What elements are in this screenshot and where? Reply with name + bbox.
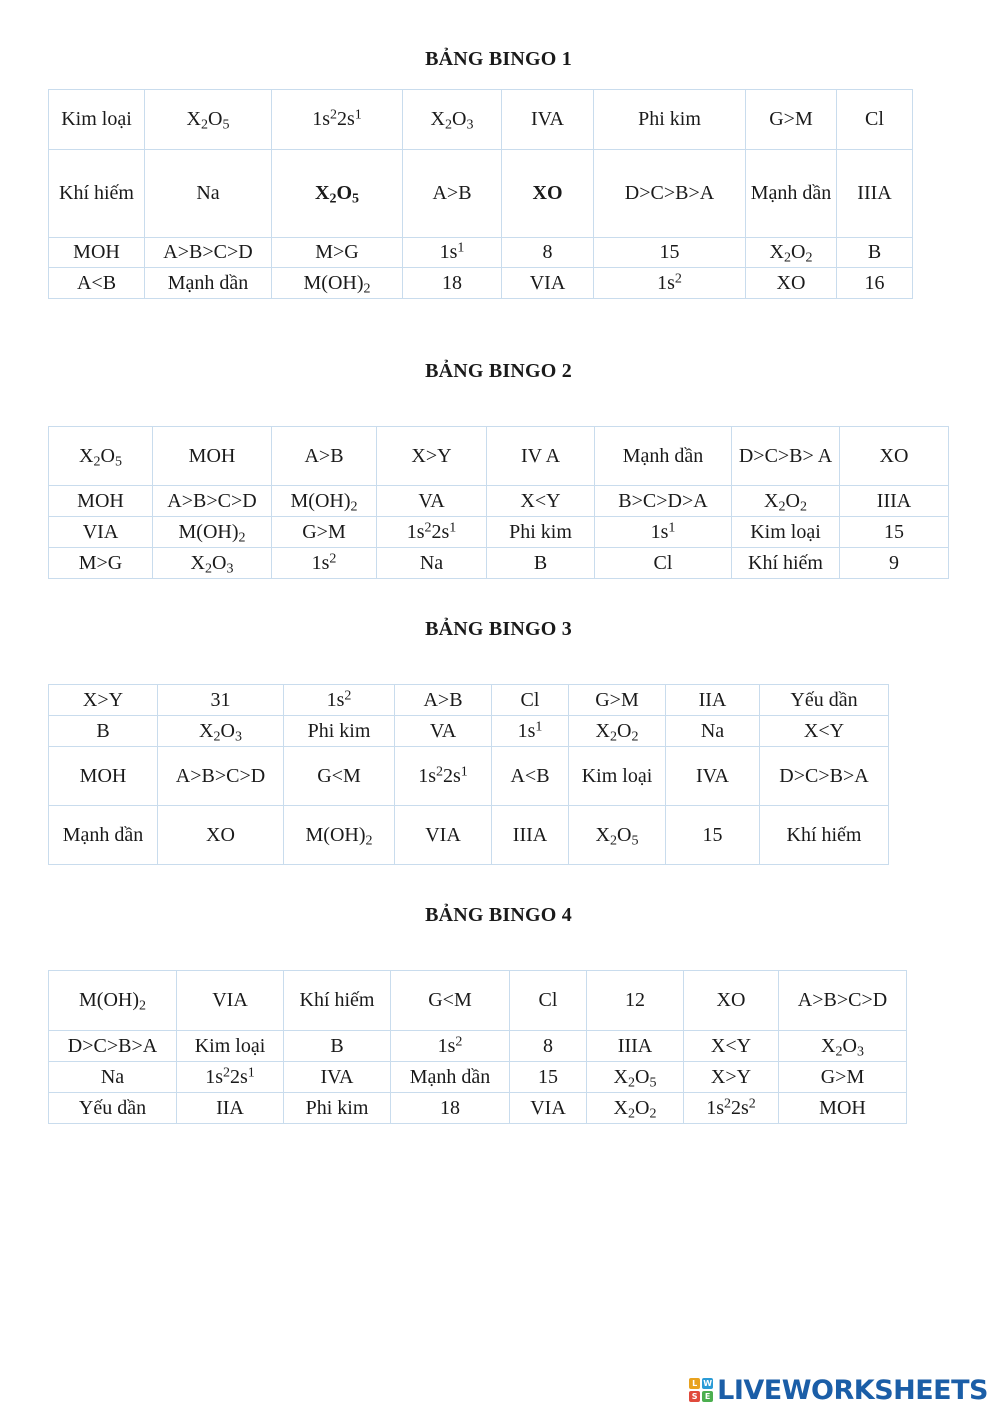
bingo-cell[interactable]: $1s^1$ bbox=[595, 517, 732, 548]
bingo-cell[interactable]: $1s^2$ bbox=[272, 548, 377, 579]
logo-tile: L bbox=[689, 1378, 700, 1389]
bingo-cell[interactable]: $X_2O_3$ bbox=[158, 716, 284, 747]
liveworksheets-brand[interactable] bbox=[689, 1374, 988, 1406]
bingo-cell[interactable]: Kim loại bbox=[732, 517, 840, 548]
table-row bbox=[49, 747, 889, 806]
bingo-cell[interactable]: $1s^2$ bbox=[391, 1031, 510, 1062]
bingo-cell[interactable]: VIA bbox=[502, 268, 594, 299]
bingo-cell[interactable]: $1s^22s^1$ bbox=[177, 1062, 284, 1093]
bingo-cell[interactable]: X>Y bbox=[377, 427, 487, 486]
bingo-cell[interactable]: A>B bbox=[272, 427, 377, 486]
bingo-cell[interactable]: Phi kim bbox=[487, 517, 595, 548]
bingo-cell[interactable]: D>C>B>A bbox=[49, 1031, 177, 1062]
table-row bbox=[49, 238, 913, 268]
bingo-cell[interactable]: MOH bbox=[779, 1093, 907, 1124]
bingo-cell[interactable]: 9 bbox=[840, 548, 949, 579]
bingo-table bbox=[48, 89, 913, 299]
bingo-cell[interactable]: IIIA bbox=[840, 486, 949, 517]
bingo-cell[interactable]: VIA bbox=[395, 806, 492, 865]
bingo-cell[interactable]: Phi kim bbox=[284, 716, 395, 747]
bingo-cell[interactable]: Cl bbox=[492, 685, 569, 716]
bingo-cell[interactable]: A<B bbox=[492, 747, 569, 806]
bingo-cell[interactable]: G>M bbox=[746, 90, 837, 150]
table-row bbox=[49, 1031, 907, 1062]
bingo-cell[interactable]: $X_2O_3$ bbox=[403, 90, 502, 150]
bingo-table bbox=[48, 426, 949, 579]
bingo-cell[interactable]: 15 bbox=[666, 806, 760, 865]
bingo-cell[interactable]: MOH bbox=[49, 238, 145, 268]
table-row bbox=[49, 90, 913, 150]
table-row bbox=[49, 427, 949, 486]
bingo-cell[interactable]: B>C>D>A bbox=[595, 486, 732, 517]
table-row bbox=[49, 268, 913, 299]
bingo-cell[interactable]: IIA bbox=[666, 685, 760, 716]
bingo-cell[interactable]: Kim loại bbox=[569, 747, 666, 806]
bingo-cell[interactable]: A>B>C>D bbox=[145, 238, 272, 268]
bingo-cell[interactable]: MOH bbox=[49, 747, 158, 806]
bingo-cell[interactable]: MOH bbox=[49, 486, 153, 517]
bingo-cell[interactable]: Kim loại bbox=[49, 90, 145, 150]
bingo-cell[interactable]: Kim loại bbox=[177, 1031, 284, 1062]
bingo-cell[interactable]: M>G bbox=[49, 548, 153, 579]
bingo-cell[interactable]: $X_2O_2$ bbox=[569, 716, 666, 747]
bingo-cell[interactable]: A<B bbox=[49, 268, 145, 299]
bingo-cell[interactable]: $1s^22s^1$ bbox=[395, 747, 492, 806]
bingo-cell[interactable]: Mạnh dần bbox=[595, 427, 732, 486]
bingo-cell[interactable]: 18 bbox=[391, 1093, 510, 1124]
bingo-cell[interactable]: $M(OH)_2$ bbox=[284, 806, 395, 865]
bingo-cell[interactable]: Cl bbox=[510, 971, 587, 1031]
bingo-cell[interactable]: $X_2O_2$ bbox=[746, 238, 837, 268]
bingo-cell[interactable]: IVA bbox=[666, 747, 760, 806]
bingo-cell[interactable]: Yếu dần bbox=[760, 685, 889, 716]
bingo-cell[interactable]: IV A bbox=[487, 427, 595, 486]
bingo-cell[interactable]: XO bbox=[746, 268, 837, 299]
table-title: BẢNG BINGO 2 bbox=[425, 360, 572, 382]
bingo-cell[interactable]: 15 bbox=[594, 238, 746, 268]
bingo-cell[interactable]: Mạnh dần bbox=[49, 806, 158, 865]
table-title: BẢNG BINGO 4 bbox=[425, 904, 572, 926]
bingo-cell[interactable]: $1s^22s^2$ bbox=[684, 1093, 779, 1124]
bingo-cell[interactable]: IIIA bbox=[587, 1031, 684, 1062]
bingo-cell[interactable]: MOH bbox=[153, 427, 272, 486]
bingo-cell[interactable]: D>C>B>A bbox=[760, 747, 889, 806]
bingo-cell[interactable]: XO bbox=[840, 427, 949, 486]
bingo-cell[interactable]: Na bbox=[145, 150, 272, 238]
bingo-cell[interactable]: VIA bbox=[49, 517, 153, 548]
table-row bbox=[49, 486, 949, 517]
logo-tile: W bbox=[703, 1379, 713, 1388]
table-row bbox=[49, 150, 913, 238]
bingo-cell[interactable]: IIIA bbox=[837, 150, 913, 238]
bingo-cell[interactable]: G>M bbox=[779, 1062, 907, 1093]
bingo-cell[interactable]: $X_2O_2$ bbox=[587, 1093, 684, 1124]
bingo-cell[interactable]: 18 bbox=[403, 268, 502, 299]
bingo-cell[interactable]: $X_2O_5$ bbox=[587, 1062, 684, 1093]
bingo-cell[interactable]: $X_2O_3$ bbox=[779, 1031, 907, 1062]
bingo-cell[interactable]: A>B>C>D bbox=[779, 971, 907, 1031]
bingo-cell[interactable]: Cl bbox=[595, 548, 732, 579]
liveworksheets-logo-icon bbox=[689, 1378, 713, 1402]
bingo-cell[interactable]: G<M bbox=[391, 971, 510, 1031]
bingo-cell[interactable]: G>M bbox=[569, 685, 666, 716]
bingo-cell[interactable]: $X_2O_5$ bbox=[272, 150, 403, 238]
table-title: BẢNG BINGO 1 bbox=[425, 48, 572, 70]
bingo-cell[interactable]: Khí hiếm bbox=[732, 548, 840, 579]
bingo-cell[interactable]: Mạnh dần bbox=[391, 1062, 510, 1093]
bingo-cell[interactable]: $M(OH)_2$ bbox=[49, 971, 177, 1031]
bingo-cell[interactable]: VA bbox=[395, 716, 492, 747]
bingo-cell[interactable]: X<Y bbox=[760, 716, 889, 747]
bingo-cell[interactable]: $1s^1$ bbox=[403, 238, 502, 268]
table-row bbox=[49, 806, 889, 865]
bingo-cell[interactable]: D>C>B> A bbox=[732, 427, 840, 486]
table-row bbox=[49, 548, 949, 579]
bingo-cell[interactable]: IIIA bbox=[492, 806, 569, 865]
bingo-cell[interactable]: $1s^2$ bbox=[594, 268, 746, 299]
bingo-cell[interactable]: D>C>B>A bbox=[594, 150, 746, 238]
bingo-table bbox=[48, 684, 889, 865]
bingo-cell[interactable]: $M(OH)_2$ bbox=[272, 486, 377, 517]
bingo-cell[interactable]: VA bbox=[377, 486, 487, 517]
bingo-cell[interactable]: $1s^22s^1$ bbox=[377, 517, 487, 548]
bingo-cell[interactable]: $1s^2$ bbox=[284, 685, 395, 716]
bingo-cell[interactable]: 16 bbox=[837, 268, 913, 299]
bingo-cell[interactable]: $1s^1$ bbox=[492, 716, 569, 747]
bingo-cell[interactable]: 8 bbox=[502, 238, 594, 268]
bingo-cell[interactable]: $M(OH)_2$ bbox=[153, 517, 272, 548]
bingo-cell[interactable]: M>G bbox=[272, 238, 403, 268]
bingo-cell[interactable]: B bbox=[837, 238, 913, 268]
bingo-cell[interactable]: 15 bbox=[510, 1062, 587, 1093]
bingo-cell[interactable]: Mạnh dần bbox=[145, 268, 272, 299]
bingo-cell[interactable]: 31 bbox=[158, 685, 284, 716]
logo-tile: E bbox=[702, 1391, 713, 1402]
table-row bbox=[49, 1062, 907, 1093]
bingo-cell[interactable]: XO bbox=[684, 971, 779, 1031]
bingo-cell[interactable]: 12 bbox=[587, 971, 684, 1031]
bingo-cell[interactable]: XO bbox=[158, 806, 284, 865]
bingo-cell[interactable]: B bbox=[487, 548, 595, 579]
bingo-table bbox=[48, 970, 907, 1124]
bingo-cell[interactable]: G>M bbox=[272, 517, 377, 548]
bingo-cell[interactable]: Mạnh dần bbox=[746, 150, 837, 238]
bingo-cell[interactable]: Khí hiếm bbox=[284, 971, 391, 1031]
bingo-cell[interactable]: Phi kim bbox=[284, 1093, 391, 1124]
bingo-cell[interactable]: VIA bbox=[177, 971, 284, 1031]
bingo-cell[interactable]: A>B>C>D bbox=[158, 747, 284, 806]
bingo-cell[interactable]: Khí hiếm bbox=[760, 806, 889, 865]
bingo-cell[interactable]: $X_2O_2$ bbox=[732, 486, 840, 517]
bingo-cell[interactable]: Na bbox=[49, 1062, 177, 1093]
bingo-cell[interactable]: G<M bbox=[284, 747, 395, 806]
bingo-cell[interactable]: Na bbox=[666, 716, 760, 747]
bingo-cell[interactable]: X>Y bbox=[49, 685, 158, 716]
bingo-cell[interactable]: $X_2O_5$ bbox=[569, 806, 666, 865]
bingo-cell[interactable]: Na bbox=[377, 548, 487, 579]
bingo-cell[interactable]: VIA bbox=[510, 1093, 587, 1124]
bingo-cell[interactable]: XO bbox=[502, 150, 594, 238]
bingo-cell[interactable]: $X_2O_5$ bbox=[145, 90, 272, 150]
bingo-cell[interactable]: $X_2O_3$ bbox=[153, 548, 272, 579]
bingo-cell[interactable]: B bbox=[49, 716, 158, 747]
bingo-cell[interactable]: 8 bbox=[510, 1031, 587, 1062]
bingo-cell[interactable]: X>Y bbox=[684, 1062, 779, 1093]
bingo-cell[interactable]: IVA bbox=[502, 90, 594, 150]
bingo-cell[interactable]: $M(OH)_2$ bbox=[272, 268, 403, 299]
table-row bbox=[49, 716, 889, 747]
bingo-cell[interactable]: IIA bbox=[177, 1093, 284, 1124]
bingo-cell[interactable]: A>B bbox=[403, 150, 502, 238]
bingo-cell[interactable]: 15 bbox=[840, 517, 949, 548]
bingo-cell[interactable]: IVA bbox=[284, 1062, 391, 1093]
bingo-cell[interactable]: $1s^22s^1$ bbox=[272, 90, 403, 150]
table-row bbox=[49, 1093, 907, 1124]
table-row bbox=[49, 971, 907, 1031]
bingo-cell[interactable]: Yếu dần bbox=[49, 1093, 177, 1124]
logo-tile: S bbox=[689, 1391, 700, 1402]
bingo-cell[interactable]: Phi kim bbox=[594, 90, 746, 150]
bingo-cell[interactable]: A>B bbox=[395, 685, 492, 716]
bingo-cell[interactable]: X<Y bbox=[487, 486, 595, 517]
bingo-cell[interactable]: A>B>C>D bbox=[153, 486, 272, 517]
bingo-cell[interactable]: $X_2O_5$ bbox=[49, 427, 153, 486]
bingo-cell[interactable]: Cl bbox=[837, 90, 913, 150]
table-row bbox=[49, 517, 949, 548]
bingo-cell[interactable]: Khí hiếm bbox=[49, 150, 145, 238]
bingo-cell[interactable]: B bbox=[284, 1031, 391, 1062]
table-title: BẢNG BINGO 3 bbox=[425, 618, 572, 640]
bingo-cell[interactable]: X<Y bbox=[684, 1031, 779, 1062]
table-row bbox=[49, 685, 889, 716]
brand-name: LIVEWORKSHEETS bbox=[717, 1374, 988, 1406]
